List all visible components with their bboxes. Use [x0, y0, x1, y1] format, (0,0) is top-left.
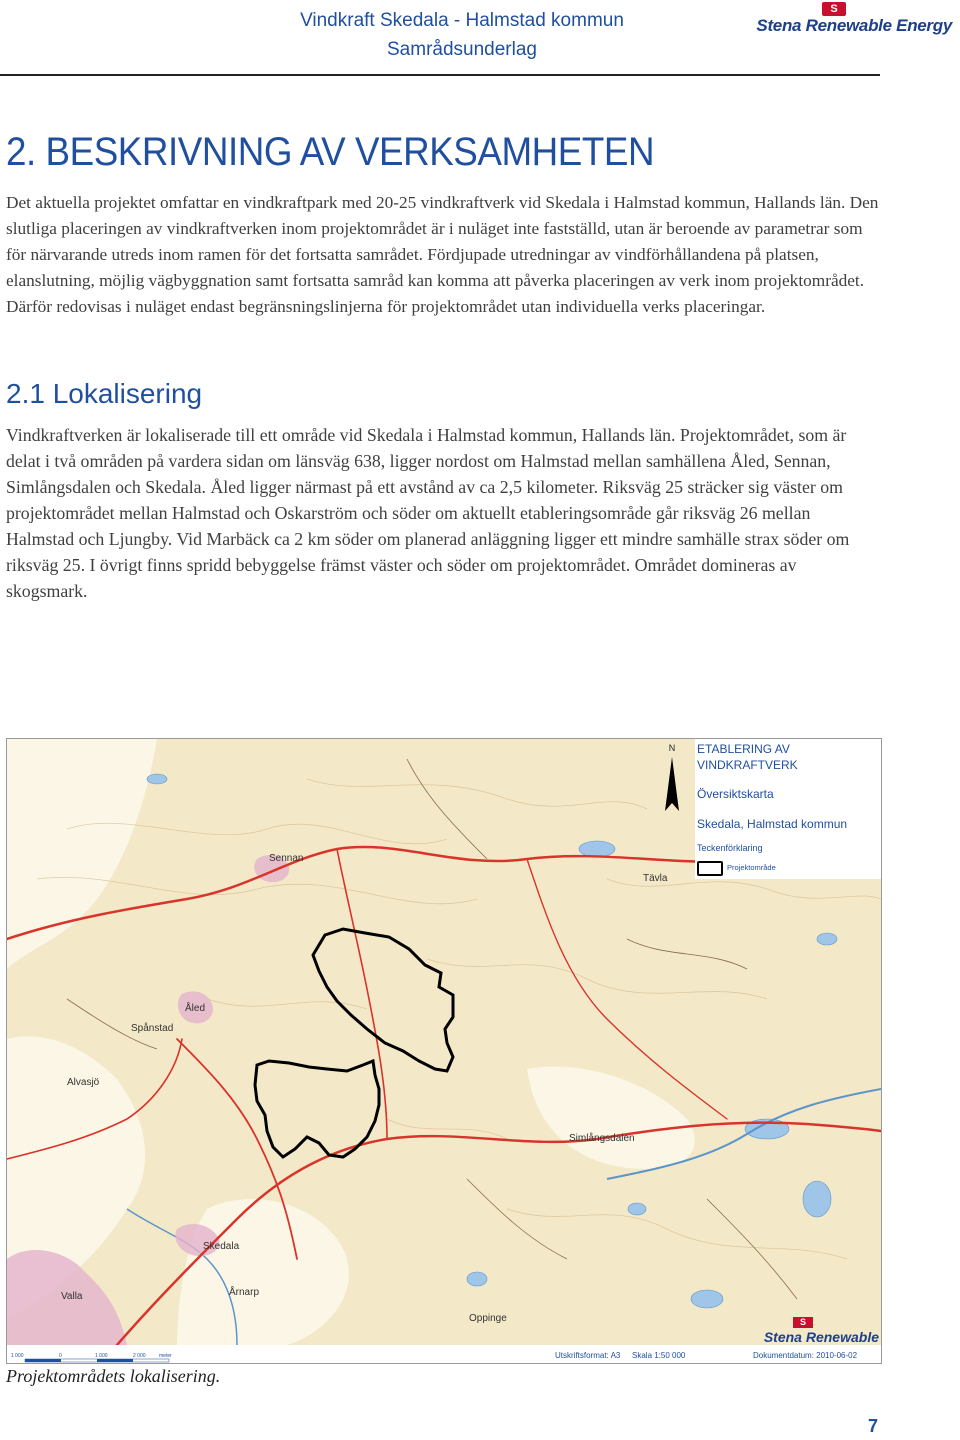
- stena-flag-icon: S: [822, 2, 846, 16]
- map-scale: Skala 1:50 000: [632, 1351, 686, 1360]
- map-label-alvasjo: Alvasjö: [67, 1077, 100, 1088]
- subsection-heading: 2.1 Lokalisering: [6, 378, 203, 409]
- map-label-tavla: Tävla: [643, 873, 668, 884]
- north-arrow: [657, 739, 687, 819]
- map-label-simlangsdalen: Simlångsdalen: [569, 1133, 635, 1144]
- map-label-valla: Valla: [61, 1291, 83, 1302]
- scale-tick-2: 0: [59, 1353, 62, 1359]
- header-title-line2: Samrådsunderlag: [387, 39, 537, 60]
- section-paragraph: Det aktuella projektet omfattar en vindkraftpark med 20-25 vindkraftverk vid Skedala i Halmstad kommun, Hallands län. Den slutliga placeringen av vindkraftverken inom projektområdet är i nuläget inte fastställd, utan är beroende av parametrar som för närvarande utreds inom ramen för det fortsatta samrådet. Fördjupade utredningar av vindförhållandena på platsen, elanslutning, möjlig vägbyggnation samt fortsatta samråd kan komma att påverka placeringen av verk inom projektområdet. Därför redovisas i nuläget endast begränsningslinjerna för projektområdet utan individuella verks placeringar.: [6, 193, 879, 316]
- map-label-aled: Åled: [185, 1003, 206, 1014]
- map-date: Dokumentdatum: 2010-06-02: [753, 1351, 858, 1360]
- legend-heading: Teckenförklaring: [697, 843, 763, 853]
- legend-boundary-swatch: [697, 861, 723, 876]
- map-label-sennan: Sennan: [269, 853, 304, 864]
- map-stena-flag-icon: S: [793, 1317, 813, 1328]
- map-footer: [7, 1345, 881, 1363]
- map-label-skedala: Skedala: [203, 1241, 240, 1252]
- legend-title: ETABLERING AV VINDKRAFTVERK: [697, 742, 798, 772]
- header-divider: [0, 74, 880, 76]
- scale-tick-1: 1 000: [11, 1353, 24, 1359]
- stena-logo-text: Stena Renewable Energy: [756, 16, 952, 35]
- scale-bar: [11, 1351, 181, 1363]
- map-stena-logo-text: Stena Renewable: [763, 1329, 879, 1345]
- legend-subtitle: Översiktskarta: [697, 787, 774, 801]
- overview-map: [6, 738, 882, 1364]
- map-stena-logo: [729, 1317, 879, 1345]
- scale-tick-unit: meter: [159, 1353, 172, 1359]
- legend-item-label: Projektområde: [727, 863, 776, 872]
- map-legend: [695, 739, 881, 879]
- subsection-paragraph: Vindkraftverken är lokaliserade till ett område vid Skedala i Halmstad kommun, Hallands län. Projektområdet, som är delat i två områden på vardera sidan om länsväg 638, ligger nordost om Halmstad mellan samhällena Åled, Sennan, Simlångsdalen och Skedala. Åled ligger närmast på ett avstånd av ca 2,5 kilometer. Riksväg 25 sträcker sig väster om projektområdet mellan Halmstad och Oskarström och söder om aktuellt etableringsområde går riksväg 26 mellan Halmstad och Ljungby. Vid Marbäck ca 2 km söder om planerad anläggning ligger ett mindre samhälle strax söder om riksväg 25. I övrigt finns spridd bebyggelse främst väster och söder om projektområdet. Området domineras av skogsmark.: [6, 425, 850, 601]
- header-title-line1: Vindkraft Skedala - Halmstad kommun: [300, 10, 624, 31]
- document-header-title: [272, 6, 652, 64]
- section-heading: 2. BESKRIVNING AV VERKSAMHETEN: [6, 130, 655, 174]
- map-label-oppinge: Oppinge: [469, 1313, 507, 1324]
- legend-location: Skedala, Halmstad kommun: [697, 817, 848, 831]
- map-label-arnarp: Årnarp: [229, 1287, 260, 1298]
- scale-tick-4: 2 000: [133, 1353, 146, 1359]
- page-number: 7: [867, 1416, 878, 1436]
- figure-caption: Projektområdets lokalisering.: [6, 1366, 221, 1386]
- map-format: Utskriftsformat: A3: [555, 1351, 621, 1360]
- north-arrow-icon: [657, 739, 687, 819]
- map-label-spanstad: Spånstad: [131, 1023, 174, 1034]
- north-label: N: [668, 743, 676, 753]
- scale-tick-3: 1 000: [95, 1353, 108, 1359]
- stena-logo: [722, 2, 952, 38]
